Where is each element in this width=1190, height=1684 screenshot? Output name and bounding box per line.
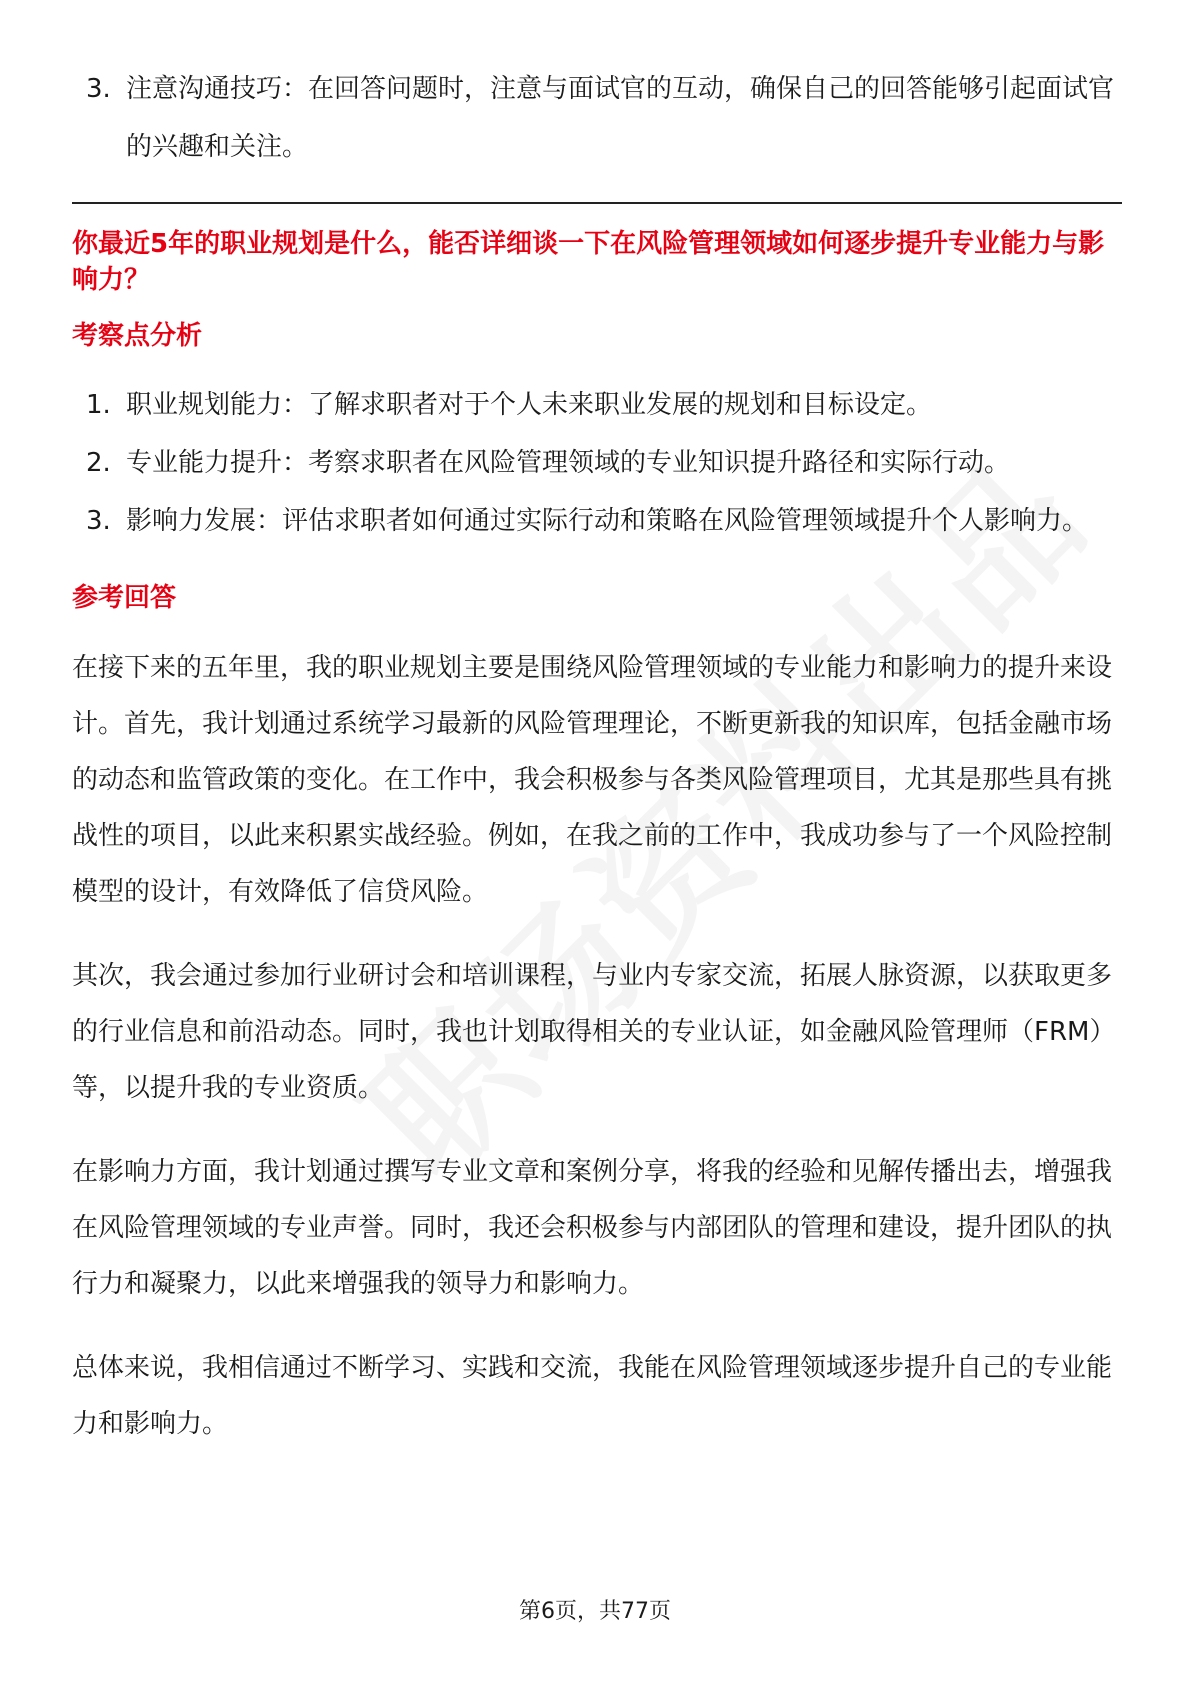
answer-paragraph: 在接下来的五年里，我的职业规划主要是围绕风险管理领域的专业能力和影响力的提升来设计。首先，我计划通过系统学习最新的风险管理理论，不断更新我的知识库，包括金融市场的动态和监管政策的变化。在工作中，我会积极参与各类风险管理项目，尤其是那些具有挑战性的项目，以此来积累实战经验。例如，在我之前的工作中，我成功参与了一个风险控制模型的设计，有效降低了信贷风险。 bbox=[72, 653, 1113, 907]
question-heading: 你最近5年的职业规划是什么，能否详细谈一下在风险管理领域如何逐步提升专业能力与影响力？ bbox=[72, 229, 1105, 295]
list-item bbox=[72, 434, 1122, 492]
list-item-number: 3. bbox=[86, 506, 111, 536]
list-item-number: 2. bbox=[86, 448, 111, 478]
list-item-text: 影响力发展：评估求职者如何通过实际行动和策略在风险管理领域提升个人影响力。 bbox=[126, 506, 1089, 536]
list-item-text: 注意沟通技巧：在回答问题时，注意与面试官的互动，确保自己的回答能够引起面试官的兴趣和关注。 bbox=[126, 74, 1115, 162]
answer-paragraph: 其次，我会通过参加行业研讨会和培训课程，与业内专家交流，拓展人脉资源，以获取更多的行业信息和前沿动态。同时，我也计划取得相关的专业认证，如金融风险管理师（FRM）等，以提升我的专业资质。 bbox=[72, 961, 1116, 1103]
list-item-text: 专业能力提升：考察求职者在风险管理领域的专业知识提升路径和实际行动。 bbox=[126, 448, 1011, 478]
list-item bbox=[72, 492, 1122, 550]
top-list bbox=[72, 60, 1122, 176]
list-item-number: 3. bbox=[86, 74, 111, 104]
answer-paragraph: 在影响力方面，我计划通过撰写专业文章和案例分享，将我的经验和见解传播出去，增强我在风险管理领域的专业声誉。同时，我还会积极参与内部团队的管理和建设，提升团队的执行力和凝聚力，以此来增强我的领导力和影响力。 bbox=[72, 1157, 1113, 1299]
answer-paragraph: 总体来说，我相信通过不断学习、实践和交流，我能在风险管理领域逐步提升自己的专业能力和影响力。 bbox=[72, 1353, 1113, 1439]
section-divider bbox=[72, 202, 1122, 204]
answer-title: 参考回答 bbox=[72, 583, 177, 613]
list-item-number: 1. bbox=[86, 390, 111, 420]
list-item bbox=[72, 60, 1122, 176]
list-item bbox=[72, 376, 1122, 434]
analysis-list bbox=[72, 376, 1122, 550]
list-item-text: 职业规划能力：了解求职者对于个人未来职业发展的规划和目标设定。 bbox=[126, 390, 933, 420]
analysis-title: 考察点分析 bbox=[72, 321, 203, 351]
page-footer: 第6页，共77页 bbox=[519, 1599, 671, 1624]
page-content bbox=[72, 60, 1122, 1452]
